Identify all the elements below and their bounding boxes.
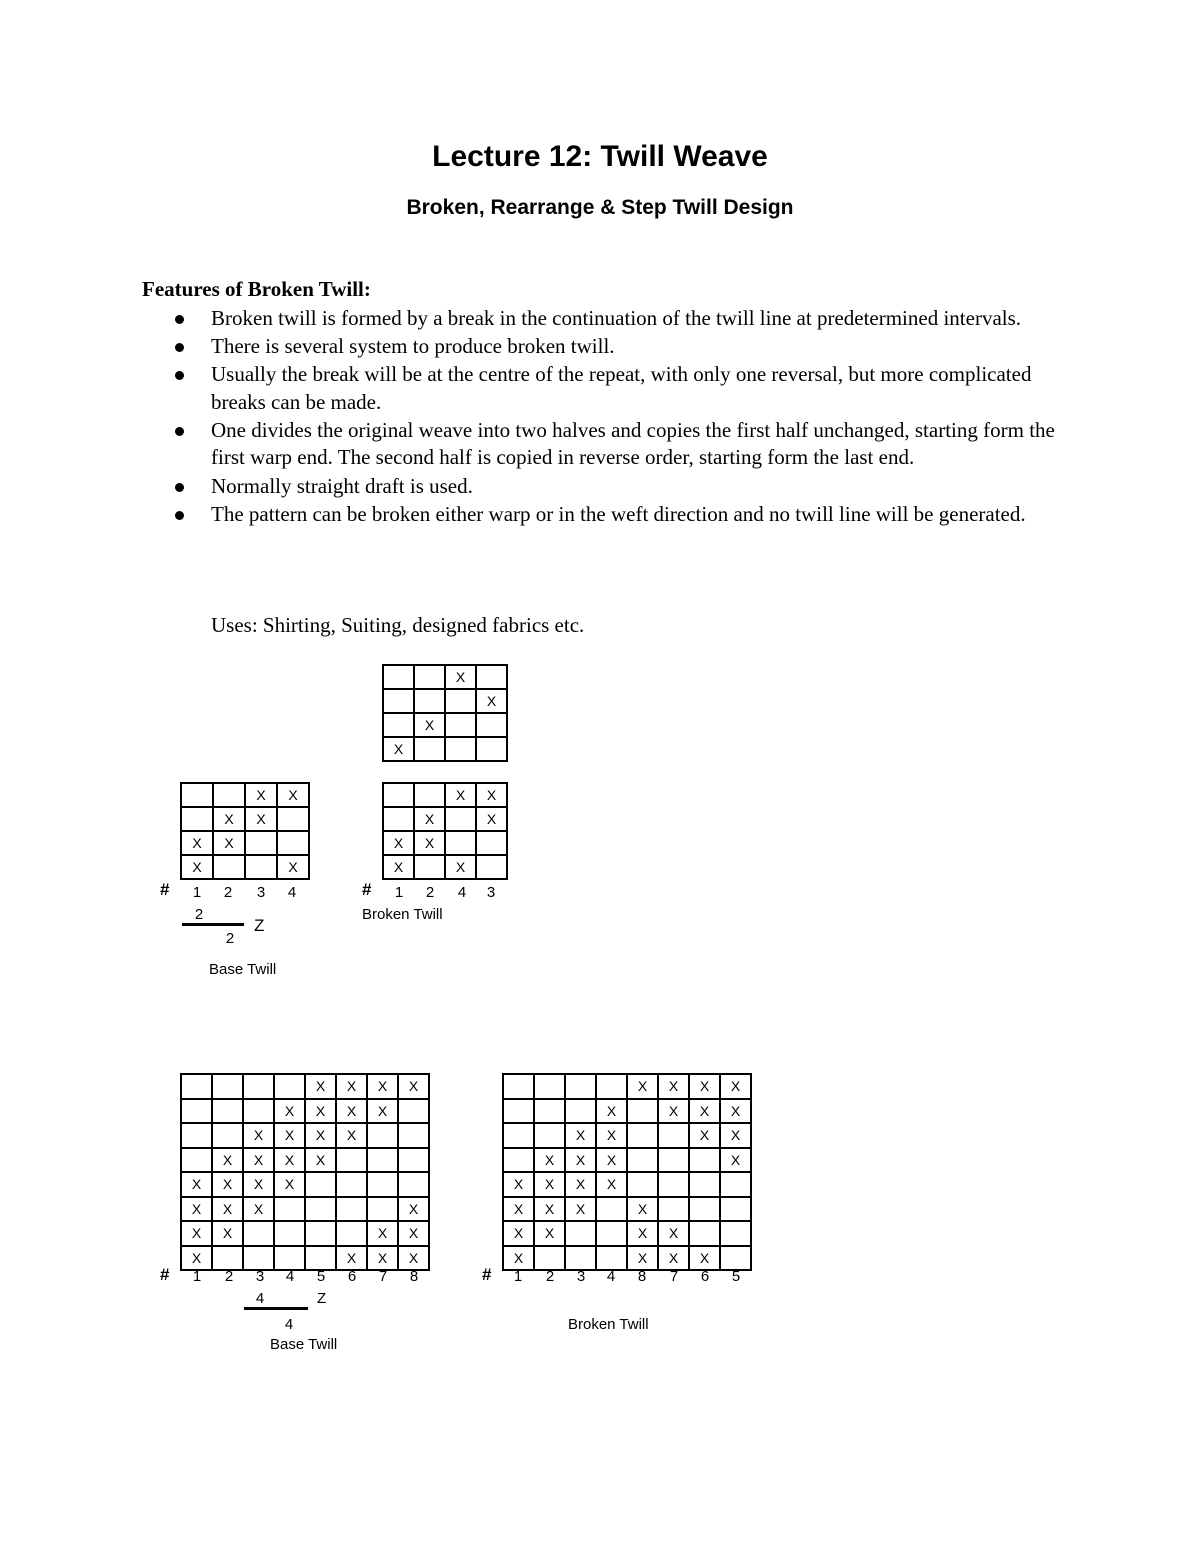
grid-cell xyxy=(367,1197,398,1222)
grid-cell xyxy=(658,1123,689,1148)
grid-cell xyxy=(212,1246,243,1271)
grid-cell-marked: X xyxy=(658,1074,689,1099)
grid-cell xyxy=(720,1221,751,1246)
grid-cell-marked: X xyxy=(627,1074,658,1099)
grid-cell xyxy=(243,1221,274,1246)
broken-twill-large-number: 8 xyxy=(637,1268,647,1285)
grid-row xyxy=(181,1099,429,1124)
grid-cell xyxy=(398,1099,429,1124)
grid-cell xyxy=(596,1074,627,1099)
grid-cell xyxy=(476,665,507,689)
grid-cell xyxy=(627,1172,658,1197)
grid-cell xyxy=(181,807,213,831)
base-twill-large-number: 2 xyxy=(224,1268,234,1285)
base-twill-large-number: 6 xyxy=(347,1268,357,1285)
bullet-icon xyxy=(175,371,184,380)
base-twill-small-hash: # xyxy=(160,880,170,899)
grid-cell-marked: X xyxy=(398,1221,429,1246)
grid-row xyxy=(181,1172,429,1197)
grid-cell-marked: X xyxy=(503,1221,534,1246)
grid-cell-marked: X xyxy=(243,1123,274,1148)
grid-row xyxy=(383,855,507,879)
grid-row xyxy=(503,1148,751,1173)
base-twill-small-label: Base Twill xyxy=(209,961,277,978)
grid-cell xyxy=(596,1221,627,1246)
grid-cell xyxy=(445,713,476,737)
grid-cell-marked: X xyxy=(565,1197,596,1222)
grid-cell-marked: X xyxy=(720,1074,751,1099)
grid-cell-marked: X xyxy=(534,1148,565,1173)
broken-twill-large-number: 2 xyxy=(545,1268,555,1285)
grid-cell xyxy=(274,1074,305,1099)
broken-twill-large-number: 3 xyxy=(576,1268,586,1285)
grid-cell xyxy=(445,807,476,831)
grid-cell-marked: X xyxy=(720,1148,751,1173)
base-twill-large-number: 4 xyxy=(285,1268,295,1285)
grid-cell-marked: X xyxy=(627,1246,658,1271)
grid-row xyxy=(383,807,507,831)
grid-cell xyxy=(720,1197,751,1222)
grid-cell xyxy=(476,737,507,761)
grid-cell-marked: X xyxy=(476,689,507,713)
grid-cell-marked: X xyxy=(274,1172,305,1197)
base-twill-large-hash: # xyxy=(160,1265,170,1284)
grid-cell xyxy=(213,855,245,879)
grid-cell xyxy=(398,1172,429,1197)
grid-row xyxy=(503,1246,751,1271)
grid-cell-marked: X xyxy=(336,1123,367,1148)
grid-cell xyxy=(383,665,414,689)
grid-row xyxy=(503,1197,751,1222)
broken-twill-large-grid xyxy=(502,1073,752,1271)
grid-cell xyxy=(503,1123,534,1148)
base-twill-small-number: 1 xyxy=(192,884,202,901)
grid-row xyxy=(181,807,309,831)
bullet-icon xyxy=(175,427,184,436)
broken-twill-large-number: 5 xyxy=(731,1268,741,1285)
base-twill-small-fraction-bar xyxy=(182,923,244,926)
grid-cell-marked: X xyxy=(274,1123,305,1148)
grid-cell-marked: X xyxy=(720,1123,751,1148)
grid-cell-marked: X xyxy=(305,1148,336,1173)
grid-cell xyxy=(245,831,277,855)
bullet-icon xyxy=(175,343,184,352)
grid-cell xyxy=(445,689,476,713)
grid-row xyxy=(181,783,309,807)
grid-cell xyxy=(305,1172,336,1197)
grid-row xyxy=(181,1221,429,1246)
grid-cell-marked: X xyxy=(596,1148,627,1173)
grid-cell-marked: X xyxy=(336,1246,367,1271)
list-item: The pattern can be broken either warp or in the weft direction and no twill line will be generated. xyxy=(175,501,1065,529)
list-item: Broken twill is formed by a break in the continuation of the twill line at predetermined intervals. xyxy=(175,305,1065,333)
base-twill-small-number: 4 xyxy=(287,884,297,901)
base-twill-large-number: 7 xyxy=(378,1268,388,1285)
grid-cell xyxy=(534,1099,565,1124)
grid-cell-marked: X xyxy=(565,1123,596,1148)
bullet-icon xyxy=(175,511,184,520)
grid-cell xyxy=(383,689,414,713)
grid-cell xyxy=(305,1221,336,1246)
base-twill-large-label: Base Twill xyxy=(270,1336,338,1353)
grid-row xyxy=(181,1197,429,1222)
grid-cell-marked: X xyxy=(243,1172,274,1197)
broken-twill-small-grid xyxy=(382,782,508,880)
grid-cell xyxy=(181,1148,212,1173)
grid-cell-marked: X xyxy=(398,1246,429,1271)
grid-cell-marked: X xyxy=(367,1221,398,1246)
bullet-icon xyxy=(175,483,184,492)
draft-grid xyxy=(382,664,508,762)
grid-cell xyxy=(414,737,445,761)
grid-cell xyxy=(305,1246,336,1271)
grid-cell xyxy=(336,1148,367,1173)
grid-cell xyxy=(503,1148,534,1173)
grid-cell xyxy=(445,737,476,761)
grid-cell xyxy=(274,1221,305,1246)
broken-twill-small-number: 1 xyxy=(394,884,404,901)
grid-cell xyxy=(383,713,414,737)
features-heading: Features of Broken Twill: xyxy=(142,277,371,301)
grid-cell xyxy=(627,1123,658,1148)
base-twill-large-number: 3 xyxy=(255,1268,265,1285)
grid-cell xyxy=(689,1148,720,1173)
grid-cell xyxy=(213,783,245,807)
grid-cell-marked: X xyxy=(367,1074,398,1099)
grid-cell xyxy=(212,1099,243,1124)
grid-cell xyxy=(720,1246,751,1271)
grid-cell-marked: X xyxy=(367,1246,398,1271)
grid-cell-marked: X xyxy=(445,855,476,879)
grid-cell-marked: X xyxy=(445,783,476,807)
grid-row xyxy=(383,783,507,807)
grid-cell xyxy=(596,1197,627,1222)
grid-cell xyxy=(383,783,414,807)
grid-cell xyxy=(720,1172,751,1197)
grid-cell-marked: X xyxy=(383,831,414,855)
grid-cell-marked: X xyxy=(213,807,245,831)
grid-cell xyxy=(503,1099,534,1124)
grid-row xyxy=(383,737,507,761)
grid-cell xyxy=(658,1172,689,1197)
grid-cell xyxy=(565,1074,596,1099)
broken-twill-small-number: 4 xyxy=(457,884,467,901)
grid-cell xyxy=(367,1123,398,1148)
grid-cell xyxy=(414,783,445,807)
grid-cell xyxy=(274,1197,305,1222)
grid-row xyxy=(181,1123,429,1148)
base-twill-small-denominator: 2 xyxy=(225,930,235,947)
broken-twill-small-number: 2 xyxy=(425,884,435,901)
grid-cell-marked: X xyxy=(383,737,414,761)
grid-cell xyxy=(627,1099,658,1124)
grid-cell xyxy=(414,665,445,689)
base-twill-large-direction: Z xyxy=(317,1290,327,1307)
base-twill-large-number: 1 xyxy=(192,1268,202,1285)
grid-cell-marked: X xyxy=(245,783,277,807)
grid-cell-marked: X xyxy=(503,1246,534,1271)
grid-cell xyxy=(476,855,507,879)
broken-twill-large-number: 1 xyxy=(513,1268,523,1285)
grid-cell xyxy=(336,1172,367,1197)
grid-cell xyxy=(689,1172,720,1197)
list-item: There is several system to produce broken twill. xyxy=(175,333,1065,361)
broken-twill-large-label: Broken Twill xyxy=(568,1316,649,1333)
grid-cell xyxy=(627,1148,658,1173)
grid-cell-marked: X xyxy=(689,1246,720,1271)
broken-twill-large-number: 7 xyxy=(669,1268,679,1285)
grid-row xyxy=(181,1074,429,1099)
base-twill-small-numerator: 2 xyxy=(194,906,204,923)
grid-cell-marked: X xyxy=(689,1123,720,1148)
grid-cell-marked: X xyxy=(212,1221,243,1246)
grid-cell xyxy=(398,1148,429,1173)
grid-cell-marked: X xyxy=(503,1172,534,1197)
grid-cell xyxy=(658,1197,689,1222)
grid-cell-marked: X xyxy=(213,831,245,855)
broken-twill-large-number: 4 xyxy=(606,1268,616,1285)
grid-cell xyxy=(243,1099,274,1124)
grid-cell-marked: X xyxy=(383,855,414,879)
grid-cell xyxy=(534,1074,565,1099)
grid-row xyxy=(503,1123,751,1148)
grid-cell-marked: X xyxy=(243,1148,274,1173)
grid-cell-marked: X xyxy=(398,1197,429,1222)
grid-cell-marked: X xyxy=(534,1221,565,1246)
grid-cell-marked: X xyxy=(627,1221,658,1246)
grid-cell-marked: X xyxy=(305,1099,336,1124)
grid-row xyxy=(181,1148,429,1173)
grid-cell xyxy=(367,1148,398,1173)
grid-cell-marked: X xyxy=(336,1074,367,1099)
grid-cell xyxy=(414,689,445,713)
broken-twill-large-number: 6 xyxy=(700,1268,710,1285)
broken-twill-small-hash: # xyxy=(362,880,372,899)
grid-cell-marked: X xyxy=(277,783,309,807)
grid-cell xyxy=(277,807,309,831)
base-twill-small-grid xyxy=(180,782,310,880)
grid-cell-marked: X xyxy=(720,1099,751,1124)
grid-cell xyxy=(181,1123,212,1148)
grid-cell xyxy=(383,807,414,831)
grid-cell xyxy=(476,713,507,737)
page-title: Lecture 12: Twill Weave xyxy=(432,140,768,173)
grid-cell xyxy=(565,1246,596,1271)
grid-cell-marked: X xyxy=(274,1148,305,1173)
grid-cell xyxy=(476,831,507,855)
grid-cell-marked: X xyxy=(181,831,213,855)
grid-cell-marked: X xyxy=(476,807,507,831)
grid-cell-marked: X xyxy=(367,1099,398,1124)
grid-cell xyxy=(305,1197,336,1222)
grid-cell xyxy=(414,855,445,879)
grid-cell xyxy=(336,1197,367,1222)
grid-row xyxy=(383,665,507,689)
grid-cell xyxy=(367,1172,398,1197)
grid-cell-marked: X xyxy=(181,1172,212,1197)
grid-cell-marked: X xyxy=(212,1197,243,1222)
grid-cell-marked: X xyxy=(596,1099,627,1124)
grid-cell-marked: X xyxy=(627,1197,658,1222)
grid-row xyxy=(503,1221,751,1246)
grid-cell-marked: X xyxy=(181,855,213,879)
base-twill-large-number: 8 xyxy=(409,1268,419,1285)
grid-cell-marked: X xyxy=(503,1197,534,1222)
grid-cell xyxy=(212,1123,243,1148)
base-twill-small-number: 2 xyxy=(223,884,233,901)
grid-cell-marked: X xyxy=(181,1246,212,1271)
grid-row xyxy=(503,1172,751,1197)
grid-cell xyxy=(596,1246,627,1271)
list-item: Usually the break will be at the centre of the repeat, with only one reversal, but more complicated breaks can be made. xyxy=(175,361,1065,416)
grid-cell xyxy=(534,1123,565,1148)
grid-cell xyxy=(212,1074,243,1099)
grid-cell xyxy=(181,783,213,807)
grid-cell-marked: X xyxy=(212,1148,243,1173)
grid-cell xyxy=(445,831,476,855)
grid-cell-marked: X xyxy=(565,1148,596,1173)
grid-cell-marked: X xyxy=(336,1099,367,1124)
list-item: One divides the original weave into two halves and copies the first half unchanged, starting form the first warp end. The second half is copied in reverse order, starting form the last end. xyxy=(175,417,1065,472)
base-twill-large-number: 5 xyxy=(316,1268,326,1285)
grid-cell-marked: X xyxy=(181,1197,212,1222)
features-list xyxy=(175,305,1065,529)
grid-cell-marked: X xyxy=(277,855,309,879)
grid-cell-marked: X xyxy=(398,1074,429,1099)
grid-cell-marked: X xyxy=(181,1221,212,1246)
base-twill-large-grid xyxy=(180,1073,430,1271)
grid-cell-marked: X xyxy=(596,1123,627,1148)
grid-cell xyxy=(336,1221,367,1246)
grid-cell-marked: X xyxy=(414,713,445,737)
grid-cell xyxy=(565,1099,596,1124)
bullet-icon xyxy=(175,315,184,324)
grid-cell xyxy=(181,1099,212,1124)
broken-twill-small-number: 3 xyxy=(486,884,496,901)
grid-row xyxy=(383,689,507,713)
grid-cell-marked: X xyxy=(414,807,445,831)
uses-line: Uses: Shirting, Suiting, designed fabrics etc. xyxy=(211,613,585,637)
grid-cell xyxy=(565,1221,596,1246)
grid-row xyxy=(181,855,309,879)
list-item: Normally straight draft is used. xyxy=(175,473,1065,501)
grid-cell xyxy=(181,1074,212,1099)
grid-cell xyxy=(689,1221,720,1246)
grid-cell-marked: X xyxy=(305,1123,336,1148)
grid-row xyxy=(181,1246,429,1271)
grid-cell-marked: X xyxy=(689,1074,720,1099)
grid-cell-marked: X xyxy=(243,1197,274,1222)
grid-cell xyxy=(243,1074,274,1099)
grid-cell xyxy=(245,855,277,879)
grid-cell-marked: X xyxy=(689,1099,720,1124)
broken-twill-small-label: Broken Twill xyxy=(362,906,443,923)
grid-cell-marked: X xyxy=(305,1074,336,1099)
grid-row xyxy=(383,831,507,855)
grid-cell xyxy=(398,1123,429,1148)
grid-cell-marked: X xyxy=(445,665,476,689)
grid-cell xyxy=(534,1246,565,1271)
grid-cell-marked: X xyxy=(245,807,277,831)
grid-row xyxy=(181,831,309,855)
grid-cell xyxy=(689,1197,720,1222)
broken-twill-large-hash: # xyxy=(482,1265,492,1284)
base-twill-large-denominator: 4 xyxy=(284,1316,294,1333)
grid-cell-marked: X xyxy=(414,831,445,855)
base-twill-large-fraction-bar xyxy=(244,1307,308,1310)
grid-cell-marked: X xyxy=(212,1172,243,1197)
grid-cell-marked: X xyxy=(476,783,507,807)
base-twill-large-numerator: 4 xyxy=(255,1290,265,1307)
grid-row xyxy=(503,1074,751,1099)
grid-cell xyxy=(277,831,309,855)
grid-cell-marked: X xyxy=(596,1172,627,1197)
grid-cell-marked: X xyxy=(658,1099,689,1124)
base-twill-small-direction: Z xyxy=(254,916,265,935)
grid-cell-marked: X xyxy=(565,1172,596,1197)
grid-row xyxy=(503,1099,751,1124)
grid-cell xyxy=(243,1246,274,1271)
grid-cell-marked: X xyxy=(658,1246,689,1271)
grid-cell xyxy=(503,1074,534,1099)
grid-cell-marked: X xyxy=(274,1099,305,1124)
base-twill-small-number: 3 xyxy=(256,884,266,901)
grid-cell-marked: X xyxy=(534,1172,565,1197)
grid-cell xyxy=(274,1246,305,1271)
grid-cell-marked: X xyxy=(534,1197,565,1222)
grid-cell xyxy=(658,1148,689,1173)
page-subtitle: Broken, Rearrange & Step Twill Design xyxy=(406,196,794,219)
grid-cell-marked: X xyxy=(658,1221,689,1246)
grid-row xyxy=(383,713,507,737)
